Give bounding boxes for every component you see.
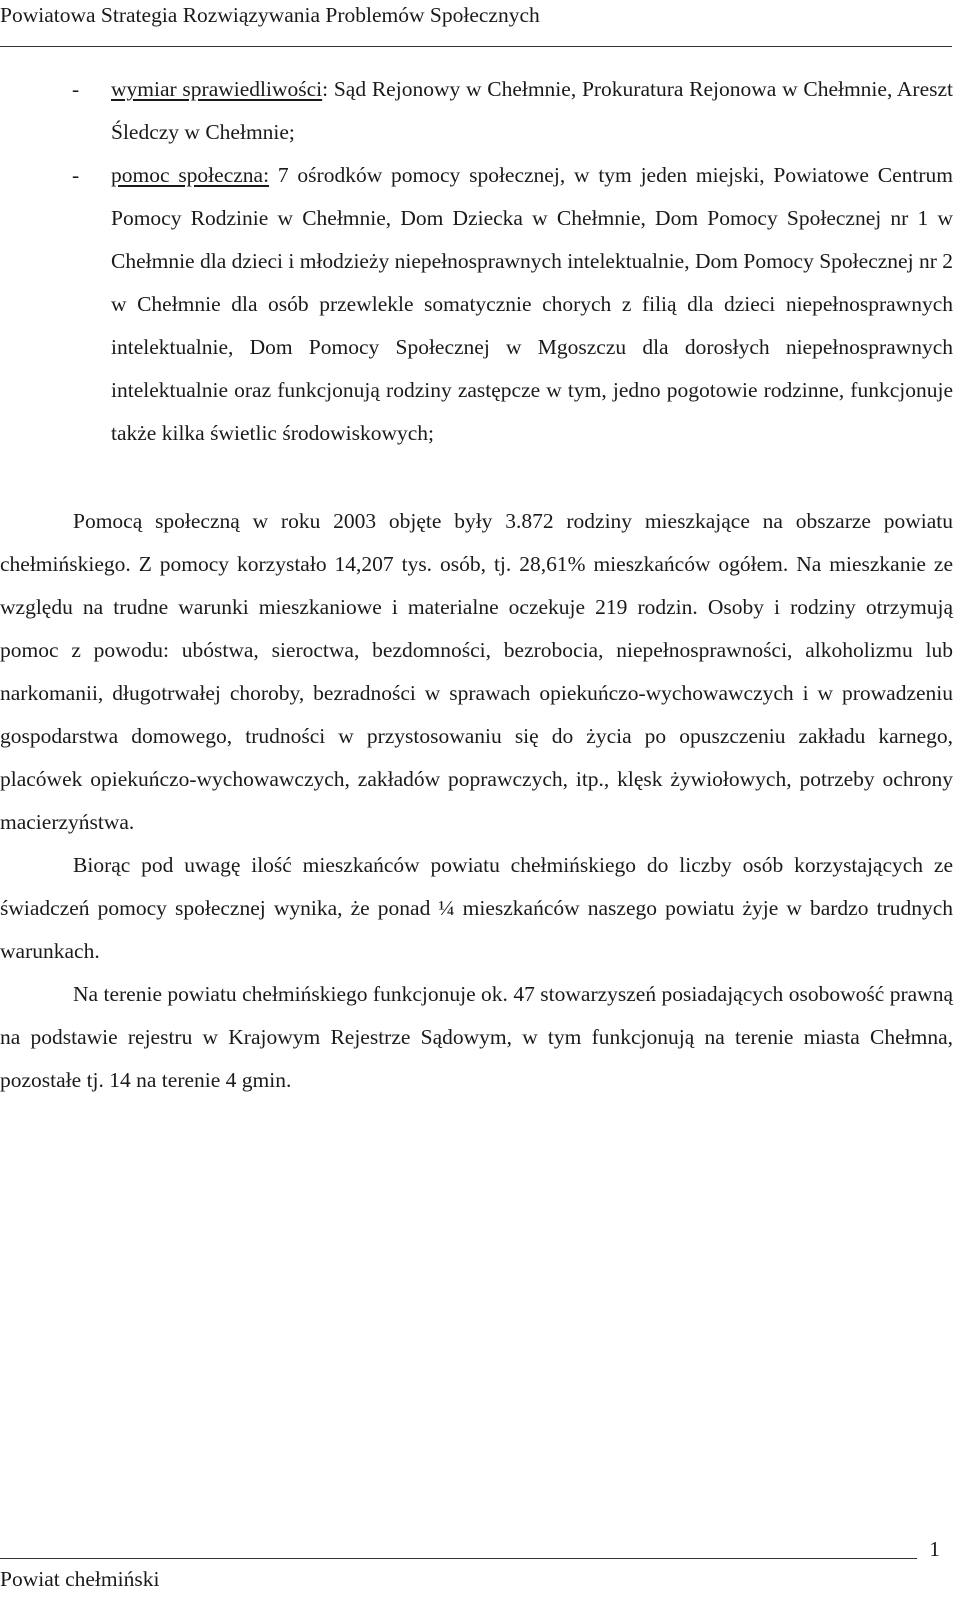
- list-item-description: 7 ośrodków pomocy społecznej, w tym jeden miejski, Powiatowe Centrum Pomocy Rodzinie w Chełmnie, Dom Dziecka w Chełmnie, Dom Pomocy Społecznej nr 1 w Chełmnie dla dzieci i młodzieży niepełnosprawnych intelektualnie, Dom Pomocy Społecznej nr 2 w Chełmnie dla osób przewlekle somatycznie chorych z filią dla dzieci niepełnosprawnych intelektualnie, Dom Pomocy Społecznej w Mgoszczu dla dorosłych niepełnosprawnych intelektualnie oraz funkcjonują rodziny zastępcze w tym, jedno pogotowie rodzinne, funkcjonuje także kilka świetlic środowiskowych;: [111, 163, 953, 445]
- list-item-justice: [0, 68, 953, 154]
- list-item-text: [111, 154, 953, 455]
- list-item-text: [111, 68, 953, 154]
- paragraph-difficult-conditions: Biorąc pod uwagę ilość mieszkańców powiatu chełmińskiego do liczby osób korzystających ze świadczeń pomocy społecznej wynika, że ponad ¼ mieszkańców naszego powiatu żyje w bardzo trudnych warunkach.: [0, 853, 953, 963]
- list-bullet-dash: -: [72, 163, 80, 187]
- paragraph-social-aid-stats: Pomocą społeczną w roku 2003 objęte były 3.872 rodziny mieszkające na obszarze powiatu chełmińskiego. Z pomocy korzystało 14,207 tys. osób, tj. 28,61% mieszkańców ogółem. Na mieszkanie ze względu na trudne warunki mieszkaniowe i materialne oczekuje 219 rodzin. Osoby i rodziny otrzymują pomoc z powodu: ubóstwa, sieroctwa, bezdomności, bezrobocia, niepełnosprawności, alkoholizmu lub narkomanii, długotrwałej choroby, bezradności w sprawach opiekuńczo-wychowawczych i w prowadzeniu gospodarstwa domowego, trudności w przystosowaniu się do życia po opuszczeniu zakładu karnego, placówek opiekuńczo-wychowawczych, zakładów poprawczych, itp., klęsk żywiołowych, potrzeby ochrony macierzyństwa.: [0, 509, 953, 834]
- list-item-description: : Sąd Rejonowy w Chełmnie, Prokuratura Rejonowa w Chełmnie, Areszt Śledczy w Chełmnie;: [111, 77, 953, 144]
- list-bullet-dash: -: [72, 77, 80, 101]
- list-item-label: wymiar sprawiedliwości: [111, 77, 323, 101]
- list-item-social-aid: [0, 154, 953, 455]
- footer-text: Powiat chełmiński: [0, 1567, 160, 1591]
- paragraph-associations: Na terenie powiatu chełmińskiego funkcjonuje ok. 47 stowarzyszeń posiadających osobowość prawną na podstawie rejestru w Krajowym Rejestrze Sądowym, w tym funkcjonują na terenie miasta Chełmna, pozostałe tj. 14 na terenie 4 gmin.: [0, 982, 953, 1092]
- page-header: [0, 2, 952, 47]
- header-title: Powiatowa Strategia Rozwiązywania Problemów Społecznych: [0, 3, 540, 27]
- list-item-label: pomoc społeczna:: [111, 163, 270, 187]
- document-body: [0, 68, 953, 1102]
- page-number: 1: [929, 1537, 940, 1561]
- footer-divider: [0, 1558, 917, 1559]
